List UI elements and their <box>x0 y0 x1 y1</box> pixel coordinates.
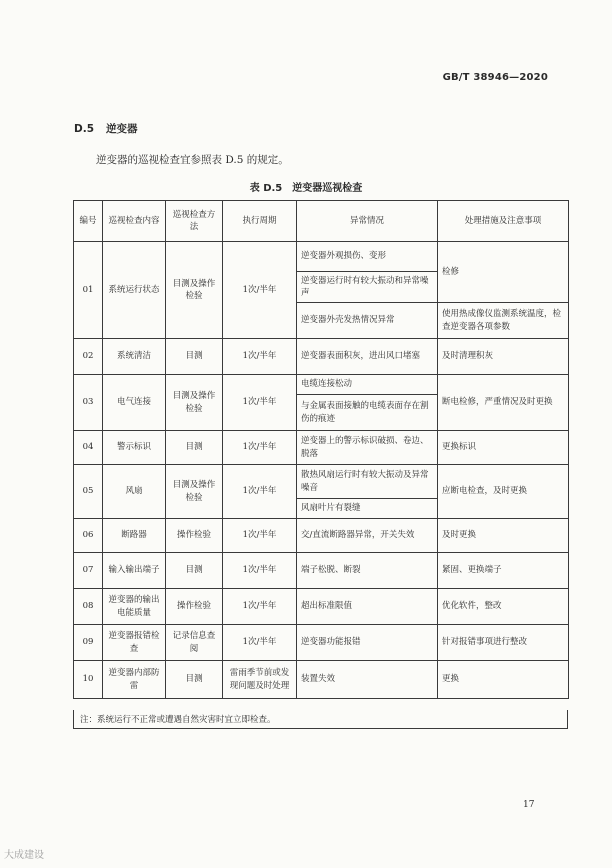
inspection-content: 输入输出端子 <box>103 553 166 589</box>
abnormal-condition: 交/直流断路器异常，开关失效 <box>297 519 438 553</box>
execution-cycle: 1次/半年 <box>223 375 297 431</box>
execution-cycle: 1次/半年 <box>223 553 297 589</box>
row-number: 05 <box>74 465 103 519</box>
table-row <box>74 339 569 375</box>
inspection-content: 逆变器内部防雷 <box>103 661 166 699</box>
standard-code: GB/T 38946—2020 <box>442 72 548 83</box>
execution-cycle: 1次/半年 <box>223 242 297 339</box>
abnormal-condition: 超出标准限值 <box>297 589 438 625</box>
inspection-content: 逆变器的输出电能质量 <box>103 589 166 625</box>
header-cell: 巡视检查方法 <box>166 201 223 242</box>
inspection-table <box>73 200 569 699</box>
page-number: 17 <box>523 800 535 810</box>
section-title: 逆变器 <box>106 123 138 135</box>
handling-action: 应断电检查，及时更换 <box>438 465 569 519</box>
intro-paragraph: 逆变器的巡视检查宜参照表 D.5 的规定。 <box>96 154 289 166</box>
row-number: 08 <box>74 589 103 625</box>
header-cell: 编号 <box>74 201 103 242</box>
row-number: 07 <box>74 553 103 589</box>
inspection-method: 操作检验 <box>166 519 223 553</box>
abnormal-condition: 逆变器外壳发热情况异常 <box>297 303 438 339</box>
watermark <box>4 846 44 861</box>
header-cell: 异常情况 <box>297 201 438 242</box>
execution-cycle: 1次/半年 <box>223 465 297 519</box>
inspection-method: 目测及操作检验 <box>166 375 223 431</box>
table-caption: 表 D.5 逆变器巡视检查 <box>249 183 363 194</box>
row-number: 06 <box>74 519 103 553</box>
handling-action: 及时清理积灰 <box>438 339 569 375</box>
handling-action: 针对报错事项进行整改 <box>438 625 569 661</box>
abnormal-condition: 逆变器表面积灰，进出风口堵塞 <box>297 339 438 375</box>
inspection-content: 系统运行状态 <box>103 242 166 339</box>
table-row <box>74 242 569 272</box>
table-row <box>74 431 569 465</box>
abnormal-condition: 逆变器外观损伤、变形 <box>297 242 438 272</box>
inspection-method: 目测 <box>166 431 223 465</box>
row-number: 03 <box>74 375 103 431</box>
abnormal-condition: 装置失效 <box>297 661 438 699</box>
abnormal-condition: 与金属表面接触的电缆表面存在割伤的痕迹 <box>297 395 438 431</box>
inspection-content: 系统清洁 <box>103 339 166 375</box>
execution-cycle: 雷雨季节前或发现问题及时处理 <box>223 661 297 699</box>
row-number: 09 <box>74 625 103 661</box>
handling-action: 更换标识 <box>438 431 569 465</box>
header-cell: 处理措施及注意事项 <box>438 201 569 242</box>
abnormal-condition: 电缆连接松动 <box>297 375 438 395</box>
inspection-method: 目测 <box>166 661 223 699</box>
inspection-method: 目测及操作检验 <box>166 465 223 519</box>
handling-action: 及时更换 <box>438 519 569 553</box>
table-row <box>74 519 569 553</box>
header-cell: 执行周期 <box>223 201 297 242</box>
handling-action: 优化软件，整改 <box>438 589 569 625</box>
abnormal-condition: 散热风扇运行时有较大振动及异常噪音 <box>297 465 438 499</box>
inspection-content: 风扇 <box>103 465 166 519</box>
execution-cycle: 1次/半年 <box>223 431 297 465</box>
inspection-method: 记录信息查阅 <box>166 625 223 661</box>
handling-action: 使用热成像仪监测系统温度，检查逆变器各项参数 <box>438 303 569 339</box>
section-number: D.5 <box>74 123 95 135</box>
abnormal-condition: 逆变器上的警示标识破损、卷边、脱落 <box>297 431 438 465</box>
row-number: 02 <box>74 339 103 375</box>
inspection-method: 目测 <box>166 339 223 375</box>
header-cell: 巡视检查内容 <box>103 201 166 242</box>
table-row <box>74 553 569 589</box>
inspection-content: 警示标识 <box>103 431 166 465</box>
handling-action: 更换 <box>438 661 569 699</box>
abnormal-condition: 风扇叶片有裂缝 <box>297 499 438 519</box>
inspection-content: 断路器 <box>103 519 166 553</box>
table-row <box>74 661 569 699</box>
inspection-content: 逆变器报错检查 <box>103 625 166 661</box>
execution-cycle: 1次/半年 <box>223 519 297 553</box>
table-row <box>74 625 569 661</box>
inspection-content: 电气连接 <box>103 375 166 431</box>
inspection-method: 目测 <box>166 553 223 589</box>
row-number: 01 <box>74 242 103 339</box>
execution-cycle: 1次/半年 <box>223 339 297 375</box>
row-number: 04 <box>74 431 103 465</box>
table-row <box>74 375 569 395</box>
execution-cycle: 1次/半年 <box>223 589 297 625</box>
execution-cycle: 1次/半年 <box>223 625 297 661</box>
table-note: 注：系统运行不正常或遭遇自然灾害时宜立即检查。 <box>73 710 568 729</box>
table-header-row <box>74 201 569 242</box>
abnormal-condition: 端子松脱、断裂 <box>297 553 438 589</box>
handling-action: 断电检修，严重情况及时更换 <box>438 375 569 431</box>
handling-action: 紧固、更换端子 <box>438 553 569 589</box>
inspection-method: 操作检验 <box>166 589 223 625</box>
table-row <box>74 465 569 499</box>
table-row <box>74 589 569 625</box>
section-heading <box>74 121 138 136</box>
abnormal-condition: 逆变器功能报错 <box>297 625 438 661</box>
row-number: 10 <box>74 661 103 699</box>
abnormal-condition: 逆变器运行时有较大振动和异常噪声 <box>297 272 438 303</box>
handling-action: 检修 <box>438 242 569 303</box>
watermark-text: 大成建设 <box>4 850 44 861</box>
inspection-method: 目测及操作检验 <box>166 242 223 339</box>
